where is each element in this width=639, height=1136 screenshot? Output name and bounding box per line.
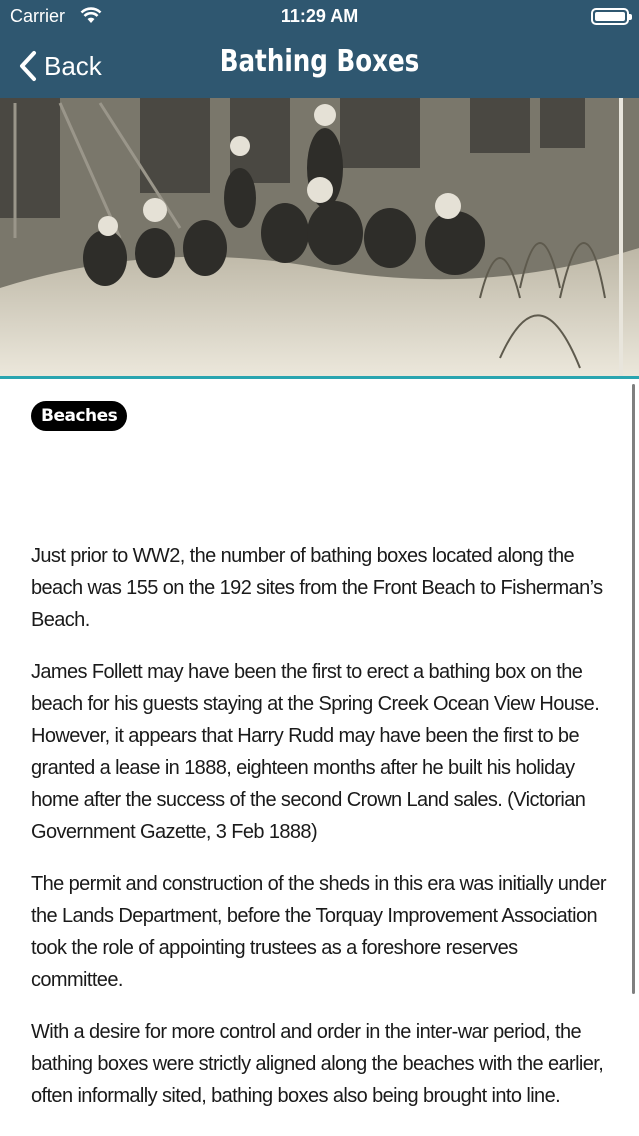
status-time: 11:29 AM: [280, 6, 359, 26]
hero-photo: [0, 98, 639, 378]
paragraph: James Follett may have been the first to erect a bathing box on the beach for his guests staying at the Spring Creek Ocean View House. However, it appears that Harry Rudd may have been the first to be granted a lease in 1888, eighteen months after he built his holiday home after the success of the second Crown Land sales. (Victorian Government Gazette, 3 Feb 1888): [31, 661, 600, 843]
paragraph: The permit and construction of the sheds in this era was initially under the Lands Department, before the Torquay Improvement Association took the role of appointing trustees as a foreshore reserves committee.: [31, 873, 606, 991]
battery-icon: [591, 8, 629, 25]
carrier-label: Carrier: [10, 6, 66, 26]
chevron-left-icon: [18, 50, 38, 82]
paragraph: Just prior to WW2, the number of bathing boxes located along the beach was 155 on the 192 sites from the Front Beach to Fisherman’s Beach.: [31, 545, 603, 631]
scrollbar[interactable]: [632, 384, 635, 994]
category-tag[interactable]: Beaches: [31, 401, 127, 431]
article-body: [31, 540, 611, 1132]
paragraph: With a desire for more control and order in the inter-war period, the bathing boxes were strictly aligned along the beaches with the earlier, often informally sited, bathing boxes also being brought into line.: [31, 1021, 604, 1107]
hero-divider: [0, 376, 639, 379]
status-bar: [0, 0, 639, 36]
navigation-bar: [0, 36, 639, 98]
back-label: Back: [44, 50, 102, 81]
page-title: Bathing Boxes: [219, 44, 420, 79]
